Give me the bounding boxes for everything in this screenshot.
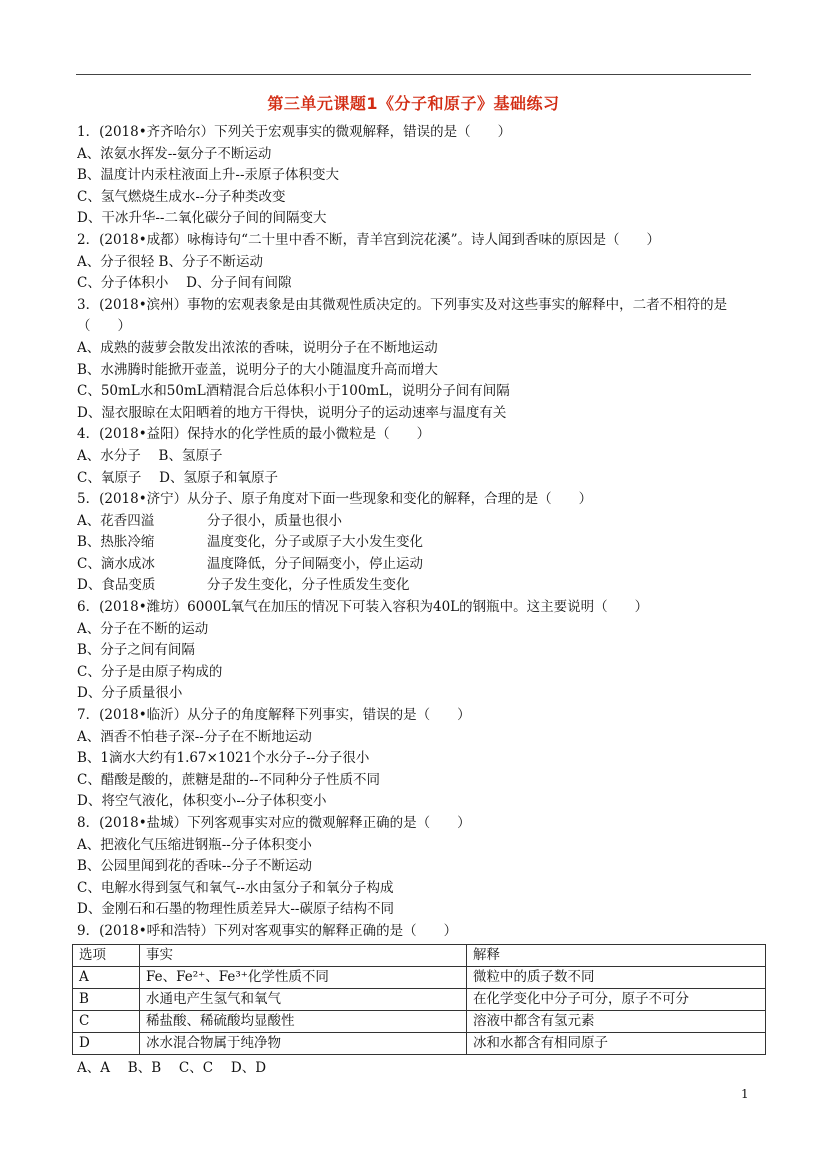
text-line: D、分子质量很小 <box>77 685 183 702</box>
table-row <box>73 966 766 988</box>
text-line: C、醋酸是酸的，蔗糖是甜的--不同种分子性质不同 <box>77 771 380 788</box>
text-line: B、1滴水大约有1.67×1021个水分子--分子很小 <box>77 750 370 767</box>
table-cell: A <box>73 966 140 988</box>
option-text: 分子发生变化，分子性质发生变化 <box>207 577 410 594</box>
text-line: 7．(2018•临沂）从分子的角度解释下列事实，错误的是（ ） <box>77 707 471 724</box>
text-line: C、电解水得到氢气和氧气--水由氢分子和氧分子构成 <box>77 879 394 896</box>
answer-options: A、A B、B C、C D、D <box>77 1059 267 1076</box>
text-line: D、干冰升华--二氧化碳分子间的间隔变大 <box>77 210 327 227</box>
table-row <box>73 988 766 1010</box>
option-label: B、热胀冷缩 <box>77 534 155 551</box>
text-line: A、酒香不怕巷子深--分子在不断地运动 <box>77 728 312 745</box>
table-header-cell: 事实 <box>140 944 467 966</box>
text-line: A、浓氨水挥发--氨分子不断运动 <box>77 145 272 162</box>
text-line: 5．(2018•济宁）从分子、原子角度对下面一些现象和变化的解释，合理的是（ ） <box>77 491 593 508</box>
text-line: D、湿衣服晾在太阳晒着的地方干得快，说明分子的运动速率与温度有关 <box>77 404 507 421</box>
exercise-content <box>77 122 749 1079</box>
table-header-cell: 选项 <box>73 944 140 966</box>
table-cell: 水通电产生氢气和氧气 <box>140 988 467 1010</box>
option-label: A、花香四溢 <box>77 512 155 529</box>
page-title: 第三单元课题1《分子和原子》基础练习 <box>267 94 560 113</box>
text-line: C、氧原子 D、氢原子和氧原子 <box>77 469 278 486</box>
text-line: A、成熟的菠萝会散发出浓浓的香味，说明分子在不断地运动 <box>77 339 438 356</box>
text-line: C、分子是由原子构成的 <box>77 663 223 680</box>
table-cell: 在化学变化中分子可分，原子不可分 <box>467 988 766 1010</box>
option-row <box>77 554 749 576</box>
option-text: 温度降低，分子间隔变小，停止运动 <box>207 555 423 572</box>
table-header-cell: 解释 <box>467 944 766 966</box>
text-line: B、温度计内汞柱液面上升--汞原子体积变大 <box>77 167 340 184</box>
text-line: 3．(2018•滨州）事物的宏观表象是由其微观性质决定的。下列事实及对这些事实的解释中，二者不相符的是（ ） <box>77 296 728 335</box>
text-line: 2．(2018•成都）咏梅诗句“二十里中香不断，青羊宫到浣花溪”。诗人闻到香味的原因是（ ） <box>77 231 660 248</box>
table-cell: B <box>73 988 140 1010</box>
option-row <box>77 575 749 597</box>
text-line: B、公园里闻到花的香味--分子不断运动 <box>77 858 313 875</box>
options-table <box>72 944 766 1055</box>
table-cell: Fe、Fe²⁺、Fe³⁺化学性质不同 <box>140 966 467 988</box>
text-line: B、分子之间有间隔 <box>77 642 195 659</box>
table-row <box>73 1032 766 1054</box>
text-line: 4．(2018•益阳）保持水的化学性质的最小微粒是（ ） <box>77 426 431 443</box>
table-cell: 稀盐酸、稀硫酸均显酸性 <box>140 1010 467 1032</box>
table-header-row <box>73 944 766 966</box>
text-line: C、氢气燃烧生成水--分子种类改变 <box>77 188 286 205</box>
table-cell: D <box>73 1032 140 1054</box>
text-line: A、把液化气压缩进钢瓶--分子体积变小 <box>77 836 312 853</box>
table-cell: C <box>73 1010 140 1032</box>
text-line: A、分子在不断的运动 <box>77 620 209 637</box>
option-label: C、滴水成冰 <box>77 555 155 572</box>
option-text: 分子很小，质量也很小 <box>207 512 342 529</box>
text-line: 1．(2018•齐齐哈尔）下列关于宏观事实的微观解释，错误的是（ ） <box>77 124 512 140</box>
text-line: D、将空气液化，体积变小--分子体积变小 <box>77 793 327 810</box>
option-row <box>77 511 749 533</box>
table-cell: 微粒中的质子数不同 <box>467 966 766 988</box>
text-line: A、水分子 B、氢原子 <box>77 447 223 464</box>
text-line: 6．(2018•潍坊）6000L氧气在加压的情况下可装入容积为40L的钢瓶中。这主要说明（ ） <box>77 599 649 616</box>
table-cell: 溶液中都含有氢元素 <box>467 1010 766 1032</box>
text-line: A、分子很轻 B、分子不断运动 <box>77 253 263 270</box>
header-rule <box>76 74 751 75</box>
text-line: B、水沸腾时能掀开壶盖，说明分子的大小随温度升高而增大 <box>77 361 438 378</box>
text-line: 8．(2018•盐城）下列客观事实对应的微观解释正确的是（ ） <box>77 815 471 831</box>
option-text: 温度变化，分子或原子大小发生变化 <box>207 534 423 551</box>
table-cell: 冰水混合物属于纯净物 <box>140 1032 467 1054</box>
table-row <box>73 1010 766 1032</box>
option-label: D、食品变质 <box>77 577 156 594</box>
text-line: 9．(2018•呼和浩特）下列对客观事实的解释正确的是（ ） <box>77 922 458 939</box>
text-line: C、50mL水和50mL酒精混合后总体积小于100mL，说明分子间有间隔 <box>77 383 510 400</box>
page-number: 1 <box>741 1087 749 1101</box>
table-cell: 冰和水都含有相同原子 <box>467 1032 766 1054</box>
text-line: C、分子体积小 D、分子间有间隙 <box>77 275 292 292</box>
text-line: D、金刚石和石墨的物理性质差异大--碳原子结构不同 <box>77 901 394 918</box>
option-row <box>77 532 749 554</box>
